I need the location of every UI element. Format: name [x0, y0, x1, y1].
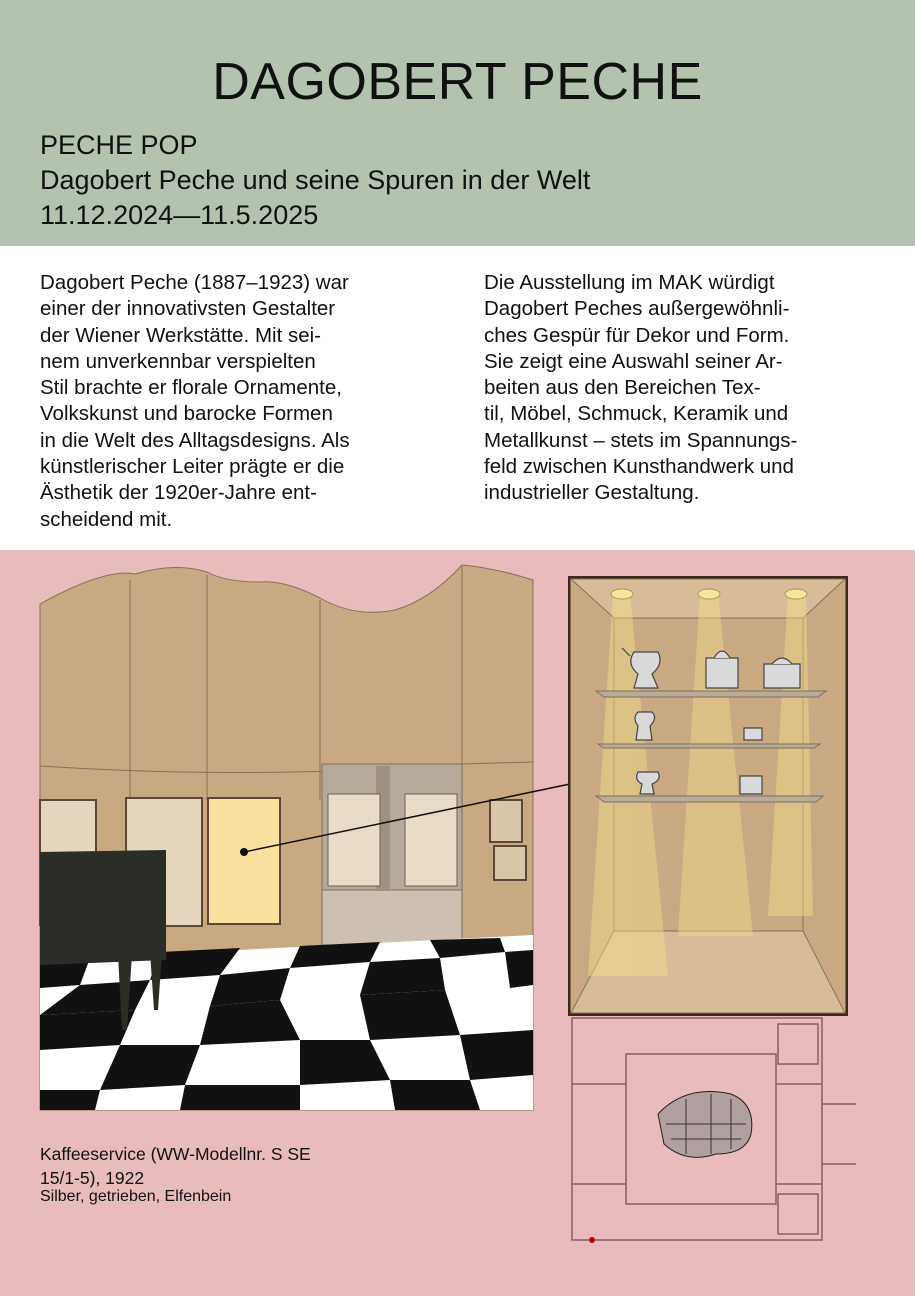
text-line: Metallkunst – stets im Spannungs-: [484, 428, 798, 452]
page-title: DAGOBERT PECHE: [212, 53, 703, 111]
artwork-caption: [40, 1142, 311, 1190]
text-line: einer der innovativsten Gestalter: [40, 297, 336, 321]
text-line: der Wiener Werkstätte. Mit sei-: [40, 323, 321, 347]
vitrine-illustration: [568, 576, 848, 1016]
text-line: Dagobert Peches außergewöhnli-: [484, 297, 790, 321]
text-line: feld zwischen Kunsthandwerk und: [484, 455, 794, 479]
exhibition-title: Dagobert Peche und seine Spuren in der Welt: [40, 165, 591, 195]
pointer-dot: [240, 848, 248, 856]
text-line: industrieller Gestaltung.: [484, 481, 700, 505]
highlight-panel: [208, 798, 280, 924]
text-line: Sie zeigt eine Auswahl seiner Ar-: [484, 349, 783, 373]
text-line: scheidend mit.: [40, 507, 173, 531]
exhibition-subtitle: PECHE POP: [40, 130, 198, 160]
caption-title: Kaffeeservice (WW-Modellnr. S SE: [40, 1144, 311, 1164]
text-line: künstlerischer Leiter prägte er die: [40, 455, 345, 479]
text-line: Ästhetik der 1920er-Jahre ent-: [40, 481, 317, 505]
caption-material: Silber, getrieben, Elfenbein: [40, 1188, 232, 1205]
text-line: beiten aus den Bereichen Tex-: [484, 376, 761, 400]
floor-plan: [566, 1014, 866, 1246]
small-frame: [494, 846, 526, 880]
text-line: Dagobert Peche (1887–1923) war: [40, 271, 349, 294]
text-line: nem unverkennbar verspielten: [40, 349, 316, 373]
header-band: [0, 0, 915, 246]
caption-title-cont: 15/1-5), 1922: [40, 1168, 145, 1188]
small-frame: [490, 800, 522, 842]
text-line: til, Möbel, Schmuck, Keramik und: [484, 402, 789, 426]
text-line: Die Ausstellung im MAK würdigt: [484, 271, 775, 294]
text-line: Stil brachte er florale Ornamente,: [40, 376, 342, 400]
exhibition-dates: 11.12.2024—11.5.2025: [40, 200, 319, 230]
intro-text-left: [40, 270, 440, 533]
text-line: Volkskunst und barocke Formen: [40, 402, 333, 426]
text-line: ches Gespür für Dekor und Form.: [484, 323, 790, 347]
intro-text-right: [484, 270, 884, 507]
text-line: in die Welt des Alltagsdesigns. Als: [40, 428, 350, 452]
